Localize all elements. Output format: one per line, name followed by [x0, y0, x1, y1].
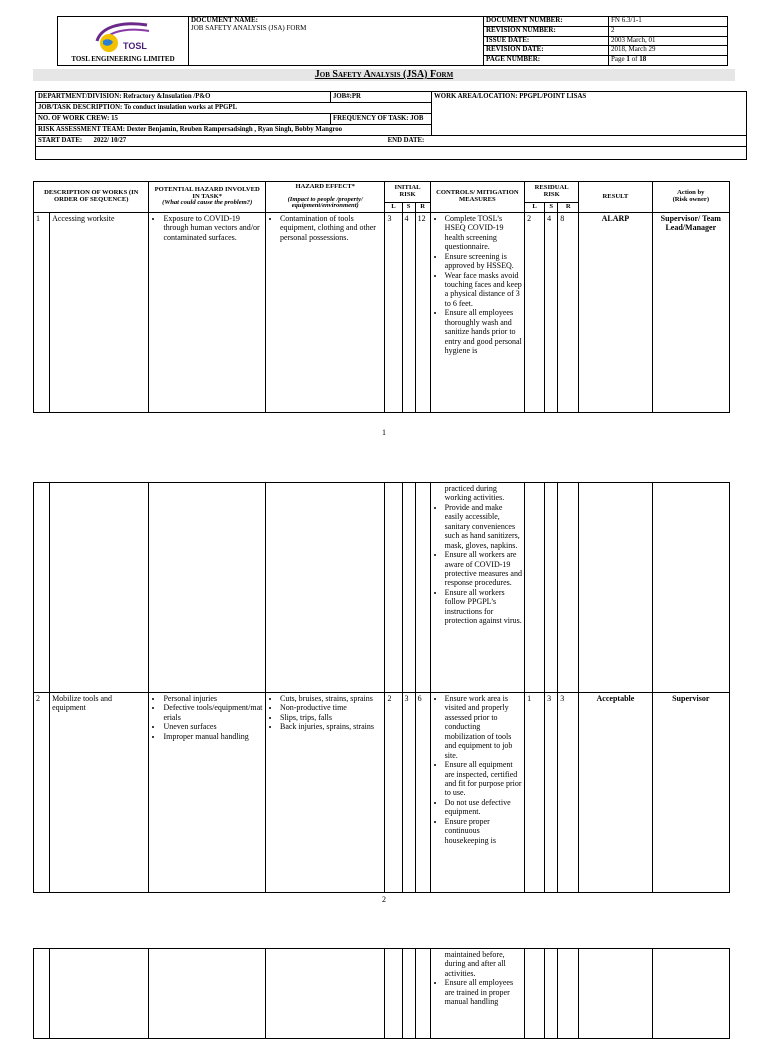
meta-label: REVISION NUMBER: [484, 26, 609, 36]
col-initial-risk: INITIAL RISK [385, 182, 430, 203]
residual-r: 8 [558, 212, 579, 412]
initial-s: 3 [402, 693, 415, 893]
initial-l: 3 [385, 212, 402, 412]
risk-table-page3 [33, 948, 730, 1039]
controls-list: • Ensure work area is visited and properly assessed prior to conducting mobilization of tools and equipment to job site. • Ensure all equipment are inspected, certified and fit for purpose prior to use. • Do not use defective equipment. • Ensure proper continuous housekeeping is [430, 693, 524, 893]
job-info-table [35, 91, 747, 160]
col-action: Action by (Risk owner) [652, 182, 729, 213]
logo-cell [58, 17, 189, 66]
initial-l: 2 [385, 693, 402, 893]
meta-label: REVISION DATE: [484, 46, 609, 56]
page-number-label: PAGE NUMBER: [484, 56, 609, 66]
hazard-list: • Exposure to COVID-19 through human vectors and/or contaminated surfaces. [149, 212, 265, 412]
row-number: 2 [34, 693, 50, 893]
meta-label: ISSUE DATE: [484, 36, 609, 46]
assessment-team-field: RISK ASSESSMENT TEAM: Dexter Benjamin, Reuben Rampersadsingh , Ryan Singh, Bobby Mangroo [36, 125, 747, 136]
table-row [34, 212, 730, 412]
col-residual-risk: RESIDUAL RISK [525, 182, 579, 203]
initial-r: 6 [415, 693, 430, 893]
col-description: DESCRIPTION OF WORKS (IN ORDER OF SEQUENCE) [34, 182, 149, 213]
table-row [34, 693, 730, 893]
work-area-field: WORK AREA/LOCATION: PPGPL/POINT LISAS [432, 92, 747, 136]
residual-l: 2 [525, 212, 545, 412]
work-crew-field: NO. OF WORK CREW: 15 [36, 114, 331, 125]
meta-value: 2003 March, 01 [609, 36, 728, 46]
document-header [57, 16, 728, 66]
col-s: S [545, 203, 558, 213]
page-number: 1 [382, 428, 386, 437]
residual-s: 3 [545, 693, 558, 893]
work-description: Accessing worksite [50, 212, 149, 412]
risk-table-page2 [33, 482, 730, 893]
job-number-field: JOB#:PR [331, 92, 432, 103]
residual-r: 3 [558, 693, 579, 893]
document-name-cell [189, 17, 484, 66]
task-description-field: JOB/TASK DESCRIPTION: To conduct insulation works at PPGPL [36, 103, 432, 114]
hazard-list: • Personal injuries • Defective tools/equipment/materials • Uneven surfaces • Improper manual handling [149, 693, 266, 893]
document-name-value: JOB SAFETY ANALYSIS (JSA) FORM [191, 23, 307, 32]
risk-table-page1 [33, 181, 730, 413]
meta-label: DOCUMENT NUMBER: [484, 17, 609, 27]
table-row [34, 949, 730, 1039]
frequency-field: FREQUENCY OF TASK: JOB [331, 114, 432, 125]
residual-s: 4 [545, 212, 558, 412]
page-title: Job Safety Analysis (JSA) Form [33, 69, 735, 81]
result-value: ALARP [579, 212, 652, 412]
tosl-logo [91, 19, 151, 57]
col-l: L [525, 203, 545, 213]
effect-list: • Contamination of tools equipment, clothing and other personal possessions. [265, 212, 385, 412]
meta-value: 2018, March 29 [609, 46, 728, 56]
end-date-label: END DATE: [387, 137, 425, 144]
meta-value: FN 6.3/1-1 [609, 17, 728, 27]
col-effect: HAZARD EFFECT* (Impact to people /property/ equipment/environment) [265, 182, 385, 213]
page-number-value: Page 1 of 18 [609, 56, 728, 66]
col-r: R [415, 203, 430, 213]
blank-row [36, 147, 747, 160]
controls-list: • Complete TOSL’s HSEQ COVID-19 health screening questionnaire. • Ensure screening is approved by HSSEQ. • Wear face masks avoid touching faces and keep a physical distance of 3 to 6 feet. • Ensure all employees thoroughly wash and sanitize hands prior to entry and good personal hygiene is [430, 212, 524, 412]
col-l: L [385, 203, 402, 213]
effect-list: • Cuts, bruises, strains, sprains • Non-productive time • Slips, trips, falls • Back injuries, sprains, strains [265, 693, 385, 893]
risk-owner: Supervisor/ Team Lead/Manager [652, 212, 729, 412]
risk-owner: Supervisor [652, 693, 729, 893]
row-number: 1 [34, 212, 50, 412]
page-number: 2 [382, 895, 386, 904]
start-date-value: 2022/ 10/27 [93, 137, 127, 144]
residual-l: 1 [525, 693, 545, 893]
meta-value: 2 [609, 26, 728, 36]
col-controls: CONTROLS/ MITIGATION MEASURES [430, 182, 524, 213]
work-description: Mobilize tools and equipment [50, 693, 149, 893]
col-hazard: POTENTIAL HAZARD INVOLVED IN TASK* (What could cause the problem?) [149, 182, 265, 213]
initial-s: 4 [402, 212, 415, 412]
initial-r: 12 [415, 212, 430, 412]
company-name: TOSL ENGINEERING LIMITED [71, 55, 175, 64]
start-date-label: START DATE: [38, 137, 83, 144]
document-name-label: DOCUMENT NAME: [191, 16, 258, 24]
controls-list: maintained before, during and after all activities. • Ensure all employees are trained in proper manual handling [430, 949, 524, 1039]
controls-list: practiced during working activities. • Provide and make easily accessible, sanitary conveniences such as hand sanitizers, mask, gloves, napkins. • Ensure all workers are aware of COVID-19 protective measures and response procedures. • Ensure all workers follow PPGPL’s instructions for protection against virus. [430, 483, 524, 693]
logo-text: TOSL [123, 41, 147, 51]
col-result: RESULT [579, 182, 652, 213]
col-r: R [558, 203, 579, 213]
department-field: DEPARTMENT/DIVISION: Refractory &Insulation /P&O [36, 92, 331, 103]
table-row [34, 483, 730, 693]
result-value: Acceptable [579, 693, 652, 893]
dates-field [36, 136, 747, 147]
col-s: S [402, 203, 415, 213]
